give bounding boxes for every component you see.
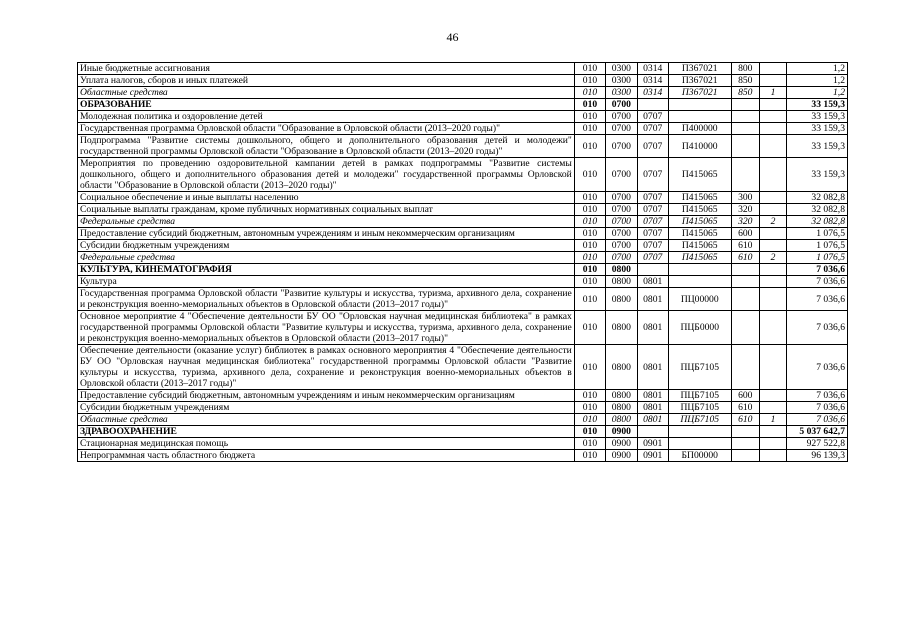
subsection-code-cell: 0707 [637, 216, 668, 228]
funding-source-cell [759, 99, 786, 111]
target-article-cell [668, 99, 731, 111]
row-name-cell: Основное мероприятие 4 "Обеспечение деятельности БУ ОО "Орловская научная медицинская библиотека" в рамках государственной программы Орловской области "Развитие культуры и искусства, туризма, архивного дела, сохранение и реконструкция военно-мемориальных объектов в Орловской области (2013–2017 годы)" [78, 311, 575, 345]
expense-type-cell [731, 288, 759, 311]
subsection-code-cell: 0901 [637, 450, 668, 462]
ministry-code-cell: 010 [574, 264, 605, 276]
table-row [78, 264, 848, 276]
funding-source-cell [759, 75, 786, 87]
subsection-code-cell: 0314 [637, 87, 668, 99]
section-code-cell: 0700 [606, 99, 637, 111]
amount-cell: 1,2 [787, 87, 848, 99]
ministry-code-cell: 010 [574, 438, 605, 450]
row-name-cell: Государственная программа Орловской области "Развитие культуры и искусства, туризма, архивного дела, сохранение и реконструкция военно-мемориальных объектов в Орловской области (2013–2017 годы)" [78, 288, 575, 311]
funding-source-cell [759, 426, 786, 438]
row-name-cell: Стационарная медицинская помощь [78, 438, 575, 450]
target-article-cell: БП00000 [668, 450, 731, 462]
table-row [78, 345, 848, 390]
funding-source-cell [759, 158, 786, 192]
funding-source-cell [759, 311, 786, 345]
target-article-cell: ПЦБ0000 [668, 311, 731, 345]
expense-type-cell: 850 [731, 87, 759, 99]
row-name-cell: Федеральные средства [78, 216, 575, 228]
ministry-code-cell: 010 [574, 288, 605, 311]
subsection-code-cell: 0801 [637, 276, 668, 288]
funding-source-cell [759, 402, 786, 414]
subsection-code-cell: 0707 [637, 252, 668, 264]
table-row [78, 311, 848, 345]
subsection-code-cell: 0901 [637, 438, 668, 450]
funding-source-cell [759, 450, 786, 462]
ministry-code-cell: 010 [574, 87, 605, 99]
target-article-cell [668, 426, 731, 438]
expense-type-cell [731, 99, 759, 111]
table-row [78, 228, 848, 240]
funding-source-cell [759, 204, 786, 216]
ministry-code-cell: 010 [574, 158, 605, 192]
funding-source-cell: 2 [759, 252, 786, 264]
expense-type-cell: 320 [731, 216, 759, 228]
ministry-code-cell: 010 [574, 75, 605, 87]
target-article-cell: ПЦ00000 [668, 288, 731, 311]
section-code-cell: 0900 [606, 450, 637, 462]
funding-source-cell [759, 123, 786, 135]
table-row [78, 99, 848, 111]
amount-cell: 33 159,3 [787, 111, 848, 123]
subsection-code-cell [637, 264, 668, 276]
subsection-code-cell: 0707 [637, 204, 668, 216]
ministry-code-cell: 010 [574, 240, 605, 252]
ministry-code-cell: 010 [574, 345, 605, 390]
subsection-code-cell: 0707 [637, 123, 668, 135]
expense-type-cell: 300 [731, 192, 759, 204]
section-code-cell: 0700 [606, 240, 637, 252]
ministry-code-cell: 010 [574, 123, 605, 135]
table-row [78, 135, 848, 158]
expense-type-cell [731, 450, 759, 462]
table-row [78, 111, 848, 123]
expense-type-cell [731, 311, 759, 345]
table-row [78, 450, 848, 462]
ministry-code-cell: 010 [574, 192, 605, 204]
ministry-code-cell: 010 [574, 276, 605, 288]
row-name-cell: ЗДРАВООХРАНЕНИЕ [78, 426, 575, 438]
subsection-code-cell: 0801 [637, 414, 668, 426]
expense-type-cell: 800 [731, 63, 759, 75]
row-name-cell: Подпрограмма "Развитие системы дошкольного, общего и дополнительного образования детей и молодежи" государственной программы Орловской области "Образование в Орловской области (2013–2020 годы)" [78, 135, 575, 158]
budget-table [77, 62, 848, 462]
subsection-code-cell: 0314 [637, 75, 668, 87]
subsection-code-cell: 0707 [637, 240, 668, 252]
section-code-cell: 0300 [606, 63, 637, 75]
row-name-cell: Предоставление субсидий бюджетным, автономным учреждениям и иным некоммерческим организациям [78, 228, 575, 240]
section-code-cell: 0700 [606, 123, 637, 135]
subsection-code-cell: 0801 [637, 402, 668, 414]
amount-cell: 7 036,6 [787, 276, 848, 288]
subsection-code-cell: 0801 [637, 311, 668, 345]
table-row [78, 192, 848, 204]
amount-cell: 33 159,3 [787, 158, 848, 192]
amount-cell: 7 036,6 [787, 288, 848, 311]
amount-cell: 1 076,5 [787, 228, 848, 240]
row-name-cell: Областные средства [78, 87, 575, 99]
table-row [78, 426, 848, 438]
subsection-code-cell: 0707 [637, 111, 668, 123]
ministry-code-cell: 010 [574, 402, 605, 414]
funding-source-cell [759, 240, 786, 252]
amount-cell: 32 082,8 [787, 204, 848, 216]
amount-cell: 7 036,6 [787, 264, 848, 276]
subsection-code-cell: 0801 [637, 390, 668, 402]
ministry-code-cell: 010 [574, 311, 605, 345]
ministry-code-cell: 010 [574, 390, 605, 402]
amount-cell: 1,2 [787, 63, 848, 75]
table-row [78, 204, 848, 216]
ministry-code-cell: 010 [574, 99, 605, 111]
amount-cell: 7 036,6 [787, 311, 848, 345]
row-name-cell: Культура [78, 276, 575, 288]
section-code-cell: 0800 [606, 264, 637, 276]
expense-type-cell [731, 345, 759, 390]
row-name-cell: Предоставление субсидий бюджетным, автономным учреждениям и иным некоммерческим организациям [78, 390, 575, 402]
expense-type-cell [731, 438, 759, 450]
table-row [78, 87, 848, 99]
ministry-code-cell: 010 [574, 204, 605, 216]
target-article-cell: П367021 [668, 75, 731, 87]
expense-type-cell [731, 426, 759, 438]
target-article-cell: ПЦБ7105 [668, 390, 731, 402]
table-row [78, 158, 848, 192]
table-row [78, 240, 848, 252]
row-name-cell: Областные средства [78, 414, 575, 426]
row-name-cell: Государственная программа Орловской области "Образование в Орловской области (2013–2020 годы)" [78, 123, 575, 135]
table-row [78, 123, 848, 135]
ministry-code-cell: 010 [574, 228, 605, 240]
funding-source-cell [759, 111, 786, 123]
row-name-cell: Социальное обеспечение и иные выплаты населению [78, 192, 575, 204]
target-article-cell: ПЦБ7105 [668, 345, 731, 390]
section-code-cell: 0800 [606, 311, 637, 345]
target-article-cell: П415065 [668, 158, 731, 192]
amount-cell: 7 036,6 [787, 414, 848, 426]
target-article-cell: П415065 [668, 216, 731, 228]
row-name-cell: Мероприятия по проведению оздоровительной кампании детей в рамках подпрограммы "Развитие системы дошкольного, общего и дополнительного образования детей и молодежи" государственной программы Орловской области "Образование в Орловской области (2013–2020 годы)" [78, 158, 575, 192]
target-article-cell: П367021 [668, 63, 731, 75]
section-code-cell: 0700 [606, 216, 637, 228]
table-row [78, 414, 848, 426]
subsection-code-cell: 0707 [637, 158, 668, 192]
expense-type-cell [731, 264, 759, 276]
budget-table-body [78, 63, 848, 462]
expense-type-cell [731, 158, 759, 192]
target-article-cell: П410000 [668, 135, 731, 158]
expense-type-cell: 610 [731, 414, 759, 426]
row-name-cell: Уплата налогов, сборов и иных платежей [78, 75, 575, 87]
target-article-cell [668, 276, 731, 288]
ministry-code-cell: 010 [574, 426, 605, 438]
target-article-cell: П415065 [668, 204, 731, 216]
row-name-cell: Федеральные средства [78, 252, 575, 264]
amount-cell: 7 036,6 [787, 345, 848, 390]
expense-type-cell: 610 [731, 252, 759, 264]
amount-cell: 33 159,3 [787, 123, 848, 135]
expense-type-cell: 610 [731, 240, 759, 252]
target-article-cell: П415065 [668, 252, 731, 264]
amount-cell: 927 522,8 [787, 438, 848, 450]
ministry-code-cell: 010 [574, 216, 605, 228]
row-name-cell: ОБРАЗОВАНИЕ [78, 99, 575, 111]
table-row [78, 276, 848, 288]
amount-cell: 1 076,5 [787, 252, 848, 264]
subsection-code-cell: 0707 [637, 135, 668, 158]
row-name-cell: КУЛЬТУРА, КИНЕМАТОГРАФИЯ [78, 264, 575, 276]
funding-source-cell [759, 264, 786, 276]
subsection-code-cell: 0801 [637, 288, 668, 311]
amount-cell: 33 159,3 [787, 135, 848, 158]
section-code-cell: 0700 [606, 192, 637, 204]
section-code-cell: 0800 [606, 276, 637, 288]
table-row [78, 402, 848, 414]
page-number: 46 [446, 30, 459, 44]
ministry-code-cell: 010 [574, 414, 605, 426]
funding-source-cell [759, 276, 786, 288]
row-name-cell: Обеспечение деятельности (оказание услуг) библиотек в рамках основного мероприятия 4 "Обеспечение деятельности БУ ОО "Орловская научная медицинская библиотека" государственной программы Орловской области "Развитие культуры и искусства, туризма, архивного дела, сохранение и реконструкция военно-мемориальных объектов в Орловской области (2013–2017 годы)" [78, 345, 575, 390]
row-name-cell: Субсидии бюджетным учреждениям [78, 402, 575, 414]
section-code-cell: 0700 [606, 228, 637, 240]
amount-cell: 32 082,8 [787, 192, 848, 204]
section-code-cell: 0700 [606, 204, 637, 216]
target-article-cell: П415065 [668, 228, 731, 240]
row-name-cell: Молодежная политика и оздоровление детей [78, 111, 575, 123]
amount-cell: 7 036,6 [787, 390, 848, 402]
row-name-cell: Субсидии бюджетным учреждениям [78, 240, 575, 252]
target-article-cell [668, 438, 731, 450]
funding-source-cell: 1 [759, 414, 786, 426]
subsection-code-cell: 0801 [637, 345, 668, 390]
funding-source-cell [759, 438, 786, 450]
section-code-cell: 0700 [606, 158, 637, 192]
ministry-code-cell: 010 [574, 111, 605, 123]
table-row [78, 288, 848, 311]
row-name-cell: Социальные выплаты гражданам, кроме публичных нормативных социальных выплат [78, 204, 575, 216]
funding-source-cell [759, 192, 786, 204]
funding-source-cell: 1 [759, 87, 786, 99]
expense-type-cell [731, 111, 759, 123]
section-code-cell: 0700 [606, 252, 637, 264]
table-row [78, 75, 848, 87]
section-code-cell: 0800 [606, 414, 637, 426]
funding-source-cell: 2 [759, 216, 786, 228]
expense-type-cell: 600 [731, 390, 759, 402]
ministry-code-cell: 010 [574, 63, 605, 75]
section-code-cell: 0800 [606, 288, 637, 311]
amount-cell: 7 036,6 [787, 402, 848, 414]
amount-cell: 96 139,3 [787, 450, 848, 462]
target-article-cell [668, 264, 731, 276]
target-article-cell: П415065 [668, 240, 731, 252]
expense-type-cell [731, 135, 759, 158]
amount-cell: 5 037 642,7 [787, 426, 848, 438]
row-name-cell: Иные бюджетные ассигнования [78, 63, 575, 75]
subsection-code-cell: 0707 [637, 192, 668, 204]
target-article-cell [668, 111, 731, 123]
amount-cell: 1 076,5 [787, 240, 848, 252]
ministry-code-cell: 010 [574, 135, 605, 158]
target-article-cell: ПЦБ7105 [668, 402, 731, 414]
section-code-cell: 0800 [606, 390, 637, 402]
subsection-code-cell: 0314 [637, 63, 668, 75]
section-code-cell: 0900 [606, 438, 637, 450]
expense-type-cell: 320 [731, 204, 759, 216]
section-code-cell: 0800 [606, 345, 637, 390]
funding-source-cell [759, 135, 786, 158]
target-article-cell: П415065 [668, 192, 731, 204]
subsection-code-cell [637, 426, 668, 438]
table-row [78, 390, 848, 402]
table-row [78, 63, 848, 75]
amount-cell: 1,2 [787, 75, 848, 87]
table-row [78, 438, 848, 450]
section-code-cell: 0300 [606, 87, 637, 99]
funding-source-cell [759, 63, 786, 75]
ministry-code-cell: 010 [574, 450, 605, 462]
section-code-cell: 0800 [606, 402, 637, 414]
subsection-code-cell [637, 99, 668, 111]
expense-type-cell: 600 [731, 228, 759, 240]
target-article-cell: П367021 [668, 87, 731, 99]
target-article-cell: П400000 [668, 123, 731, 135]
section-code-cell: 0700 [606, 135, 637, 158]
table-row [78, 252, 848, 264]
expense-type-cell: 610 [731, 402, 759, 414]
amount-cell: 33 159,3 [787, 99, 848, 111]
expense-type-cell: 850 [731, 75, 759, 87]
table-row [78, 216, 848, 228]
funding-source-cell [759, 288, 786, 311]
target-article-cell: ПЦБ7105 [668, 414, 731, 426]
section-code-cell: 0300 [606, 75, 637, 87]
subsection-code-cell: 0707 [637, 228, 668, 240]
funding-source-cell [759, 228, 786, 240]
row-name-cell: Непрограммная часть областного бюджета [78, 450, 575, 462]
funding-source-cell [759, 345, 786, 390]
funding-source-cell [759, 390, 786, 402]
section-code-cell: 0900 [606, 426, 637, 438]
section-code-cell: 0700 [606, 111, 637, 123]
amount-cell: 32 082,8 [787, 216, 848, 228]
expense-type-cell [731, 276, 759, 288]
expense-type-cell [731, 123, 759, 135]
ministry-code-cell: 010 [574, 252, 605, 264]
